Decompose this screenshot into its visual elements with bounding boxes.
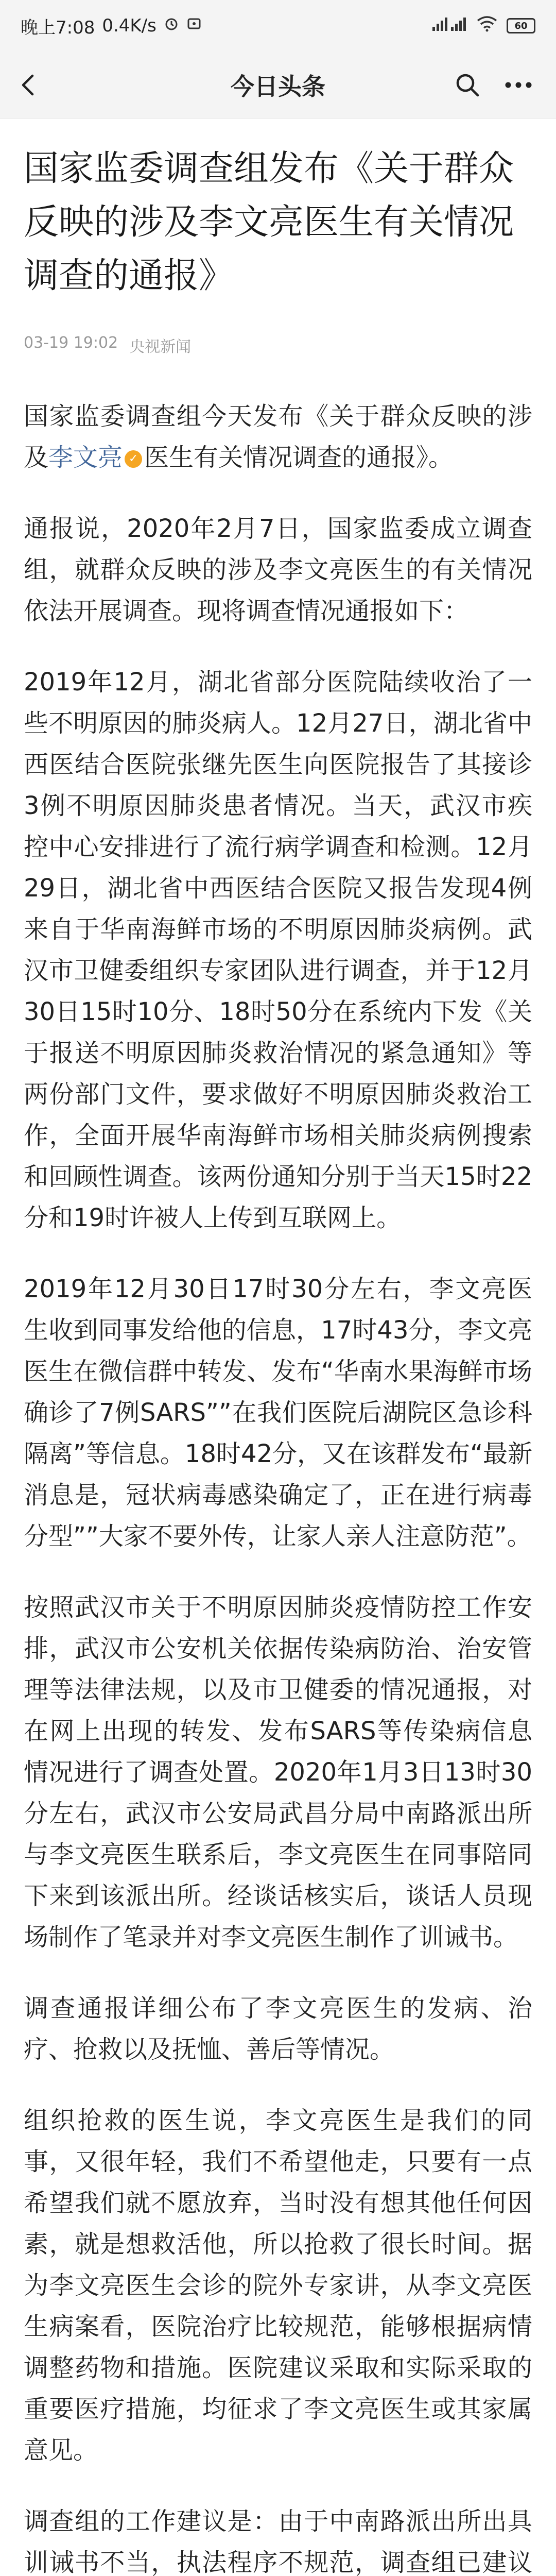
intro-paragraph — [24, 396, 532, 478]
article-meta — [24, 334, 532, 357]
back-arrow-icon — [18, 73, 39, 97]
article-paragraph: 按照武汉市关于不明原因肺炎疫情防控工作安排，武汉市公安机关依据传染病防治、治安管理等法律法规，以及市卫健委的情况通报，对在网上出现的转发、发布SARS等传染病信息情况进行了调查处置。2020年1月3日13时30分左右，武汉市公安局武昌分局中南路派出所与李文亮医生联系后，李文亮医生在同事陪同下来到该派出所。经谈话核实后，谈话人员现场制作了笔录并对李文亮医生制作了训诫书。 — [24, 1593, 532, 1952]
nav-actions — [454, 72, 556, 98]
battery-level: 60 — [514, 20, 528, 31]
article-paragraph: 组织抢救的医生说，李文亮医生是我们的同事，又很年轻，我们不希望他走，只要有一点希望我们就不愿放弃，当时没有想其他任何因素，就是想救活他，所以抢救了很长时间。据为李文亮医生会诊的院外专家讲，从李文亮医生病案看，医院治疗比较规范，能够根据病情调整药物和措施。医院建议采取和实际采取的重要医疗措施，均征求了李文亮医生或其家属意见。 — [24, 2106, 532, 2465]
status-time: 晚上7:08 — [21, 17, 95, 38]
back-button[interactable] — [0, 73, 57, 97]
intro-text-after: 医生有关情况调查的通报》。 — [144, 443, 454, 472]
article-paragraph: 2019年12月30日17时30分左右，李文亮医生收到同事发给他的信息，17时43分，李文亮医生在微信群中转发、发布“华南水果海鲜市场确诊了7例SARS””在我们医院后湖院区急诊科隔离”等信息。18时42分，又在该群发布“最新消息是，冠状病毒感染确定了，正在进行病毒分型””大家不要外传，让家人亲人注意防范”。 — [24, 1275, 532, 1551]
status-left — [21, 13, 202, 39]
search-icon — [454, 72, 481, 98]
source-name[interactable]: 央视新闻 — [129, 338, 192, 356]
article-paragraph: 调查组的工作建议是：由于中南路派出所出具训诫书不当，执法程序不规范，调查组已建议 — [24, 2507, 532, 2576]
signal-icon — [431, 15, 467, 37]
app-title: 今日头条 — [231, 72, 325, 100]
network-speed: 0.4K/s — [102, 15, 157, 36]
article-title: 国家监委调查组发布《关于群众反映的涉及李文亮医生有关情况调查的通报》 — [24, 148, 514, 296]
top-nav-bar — [0, 52, 556, 118]
article — [0, 118, 556, 2576]
publish-date: 03-19 19:02 — [24, 334, 118, 352]
article-paragraph: 调查通报详细公布了李文亮医生的发病、治疗、抢救以及抚恤、善后等情况。 — [24, 1994, 532, 2064]
article-paragraph: 2019年12月，湖北省部分医院陆续收治了一些不明原因的肺炎病人。12月27日，湖北省中西医结合医院张继先医生向医院报告了其接诊3例不明原因肺炎患者情况。当天，武汉市疾控中心安排进行了流行病学调查和检测。12月29日，湖北省中西医结合医院又报告发现4例来自于华南海鲜市场的不明原因肺炎病例。武汉市卫健委组织专家团队进行调查，并于12月30日15时10分、18时50分在系统内下发《关于报送不明原因肺炎救治情况的紧急通知》等两份部门文件，要求做好不明原因肺炎救治工作，全面开展华南海鲜市场相关肺炎病例搜索和回顾性调查。该两份通知分别于当天15时22分和19时许被人上传到互联网上。 — [24, 668, 532, 1232]
more-button[interactable] — [505, 81, 532, 89]
status-right — [431, 15, 535, 37]
article-paragraph: 通报说，2020年2月7日，国家监委成立调查组，就群众反映的涉及李文亮医生的有关情况依法开展调查。现将调查情况通报如下： — [24, 514, 532, 625]
intro-text-before: 国家监委调查组今天发布《关于群众反映的涉及 — [24, 402, 532, 472]
notification-icon — [186, 16, 202, 36]
more-icon — [505, 81, 532, 89]
verified-badge-icon: ✓ — [125, 450, 142, 468]
status-bar — [0, 0, 556, 52]
alarm-icon — [164, 16, 179, 36]
wifi-icon — [477, 15, 497, 37]
battery-icon — [507, 18, 535, 33]
search-button[interactable] — [454, 72, 481, 98]
person-link[interactable]: 李文亮 — [48, 443, 123, 472]
